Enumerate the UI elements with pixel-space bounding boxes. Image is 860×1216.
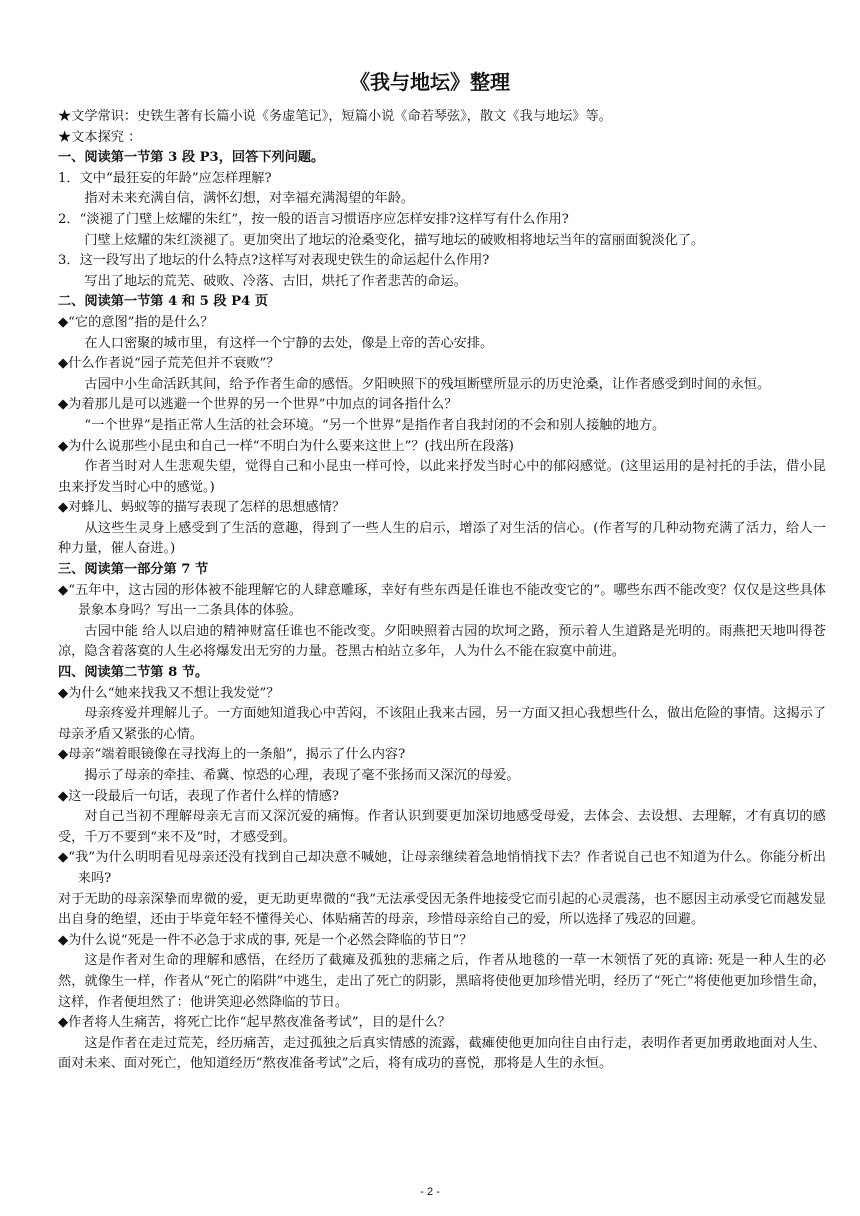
- section-heading: 二、阅读第一节第 4 和 5 段 P4 页: [58, 294, 269, 310]
- bullet-question: ◆“五年中，这古园的形体被不能理解它的人肆意雕琢，幸好有些东西是任谁也不能改变它的”。哪些东西不能改变？仅仅是这些具体景象本身吗？写出一二条具体的体验。: [58, 582, 826, 619]
- answer-text: 古园中小生命活跃其间，给予作者生命的感悟。夕阳映照下的残垣断壁所显示的历史沧桑，让作者感受到时间的永恒。: [84, 376, 771, 392]
- answer-text: 这是作者对生命的理解和感悟，在经历了截瘫及孤独的悲痛之后，作者从地毯的一草一木领悟了死的真谛: 死是一种人生的必然，就像生一样，作者从“死亡的陷阱”中逃生，走出了死亡的阴影，黑暗将使他更加珍惜光明，经历了“死亡”将使他更加珍惜生命，这样，作者便坦然了：他讲笑迎必然降临的节日。: [58, 953, 826, 1010]
- answer-text: 写出了地坛的荒芜、破败、冷落、古旧，烘托了作者悲苦的命运。: [84, 273, 467, 289]
- answer-text: 指对未来充满自信，满怀幻想，对幸福充满渴望的年龄。: [84, 191, 415, 207]
- numbered-question: 1．文中“最狂妄的年龄”应怎样理解?: [58, 170, 272, 186]
- page-number: - 2 -: [420, 1186, 440, 1198]
- bullet-question: ◆这一段最后一句话，表现了作者什么样的情感?: [58, 788, 339, 804]
- answer-text: 门壁上炫耀的朱红淡褪了。更加突出了地坛的沧桑变化，描写地坛的破败相将地坛当年的富丽面貌淡化了。: [84, 232, 705, 248]
- answer-text: 从这些生灵身上感受到了生活的意趣，得到了一些人生的启示，增添了对生活的信心。(作者写的几种动物充满了活力，给人一种力量，催人奋进。): [58, 520, 826, 557]
- paragraph: ★文本探究 ：: [58, 129, 142, 145]
- answer-text: 这是作者在走过荒芜，经历痛苦，走过孤独之后真实情感的流露，截瘫使他更加向往自由行走，表明作者更加勇敢地面对人生、面对未来、面对死亡，他知道经历“熬夜准备考试”之后，将有成功的喜悦，那将是人生的永恒。: [58, 1035, 826, 1072]
- numbered-question: 3．这一段写出了地坛的什么特点?这样写对表现史铁生的命运起什么作用?: [58, 253, 490, 269]
- document-body: [58, 107, 826, 1075]
- answer-text: 对自己当初不理解母亲无言而又深沉爱的痛悔。作者认识到要更加深切地感受母爱，去体会、去设想、去理解，才有真切的感受，千万不要到“来不及”时，才感受到。: [58, 809, 826, 845]
- bullet-question: ◆为什么说那些小昆虫和自己一样“不明白为什么要来这世上”？(找出所在段落): [58, 438, 514, 454]
- answer-text: 母亲疼爱并理解儿子。一方面她知道我心中苦闷，不该阻止我来古园，另一方面又担心我想些什么，做出危险的事情。这揭示了母亲矛盾又紧张的心情。: [58, 706, 826, 742]
- page-title: 《我与地坛》整理: [350, 70, 510, 94]
- answer-text: 古园中能 给人以启迪的精神财富任谁也不能改变。夕阳映照着古园的坎坷之路，预示着人生道路是光明的。雨燕把天地叫得苍凉，隐含着落寞的人生必将爆发出无穷的力量。苍黑古柏站立多年，人为什么不能在寂寞中前进。: [58, 623, 826, 660]
- bullet-question: ◆什么作者说“园子荒芜但并不衰败”？: [58, 356, 280, 372]
- section-heading: 一、阅读第一节第 3 段 P3，回答下列问题。: [58, 150, 325, 166]
- paragraph: ★文学常识：史铁生著有长篇小说《务虚笔记》，短篇小说《命若琴弦》，散文《我与地坛》等。: [58, 109, 612, 124]
- bullet-question: ◆对蜂儿、蚂蚁等的描写表现了怎样的思想感情？: [58, 500, 346, 516]
- bullet-question: ◆为什么“她来找我又不想让我发觉”？: [58, 685, 280, 701]
- section-heading: 三、阅读第一部分第 7 节: [58, 562, 209, 578]
- bullet-question: ◆为什么说“死是一件不必急于求成的事, 死是一个必然会降临的节日”？: [58, 932, 473, 948]
- bullet-question: ◆作者将人生痛苦，将死亡比作“起早熬夜准备考试”，目的是什么？: [58, 1015, 451, 1031]
- numbered-question: 2．“淡褪了门壁上炫耀的朱红”，按一般的语言习惯语序应怎样安排?这样写有什么作用?: [58, 211, 569, 227]
- answer-text: 揭示了母亲的牵挂、希冀、惊恐的心理，表现了毫不张扬而又深沉的母爱。: [84, 768, 520, 783]
- answer-text: 在人口密聚的城市里，有这样一个宁静的去处，像是上帝的苦心安排。: [84, 335, 494, 351]
- bullet-question: ◆“它的意图”指的是什么？: [58, 314, 214, 330]
- answer-text: “一个世界”是指正常人生活的社会环境。“另一个世界”是指作者自我封闭的不会和别人接触的地方。: [84, 417, 666, 433]
- answer-text: 作者当时对人生悲观失望，觉得自己和小昆虫一样可怜，以此来抒发当时心中的郁闷感觉。(这里运用的是衬托的手法，借小昆虫来抒发当时心中的感觉。): [58, 459, 826, 495]
- paragraph: 对于无助的母亲深挚而卑微的爱，更无助更卑微的“我”无法承受因无条件地接受它而引起的心灵震荡，也不愿因主动承受它而越发显出自身的绝望，还由于毕竟年轻不懂得关心、体贴痛苦的母亲，珍惜母亲给自己的爱，所以选择了残忍的回避。: [58, 891, 826, 928]
- bullet-question: ◆“我”为什么明明看见母亲还没有找到自己却决意不喊她，让母亲继续着急地悄悄找下去？作者说自己也不知道为什么。你能分析出来吗?: [58, 850, 826, 886]
- bullet-question: ◆为着那儿是可以逃避一个世界的另一个世界”中加点的词各指什么？: [58, 397, 458, 413]
- section-heading: 四、阅读第二节第 8 节。: [58, 665, 209, 681]
- bullet-question: ◆母亲“端着眼镜像在寻找海上的一条船”，揭示了什么内容?: [58, 747, 406, 763]
